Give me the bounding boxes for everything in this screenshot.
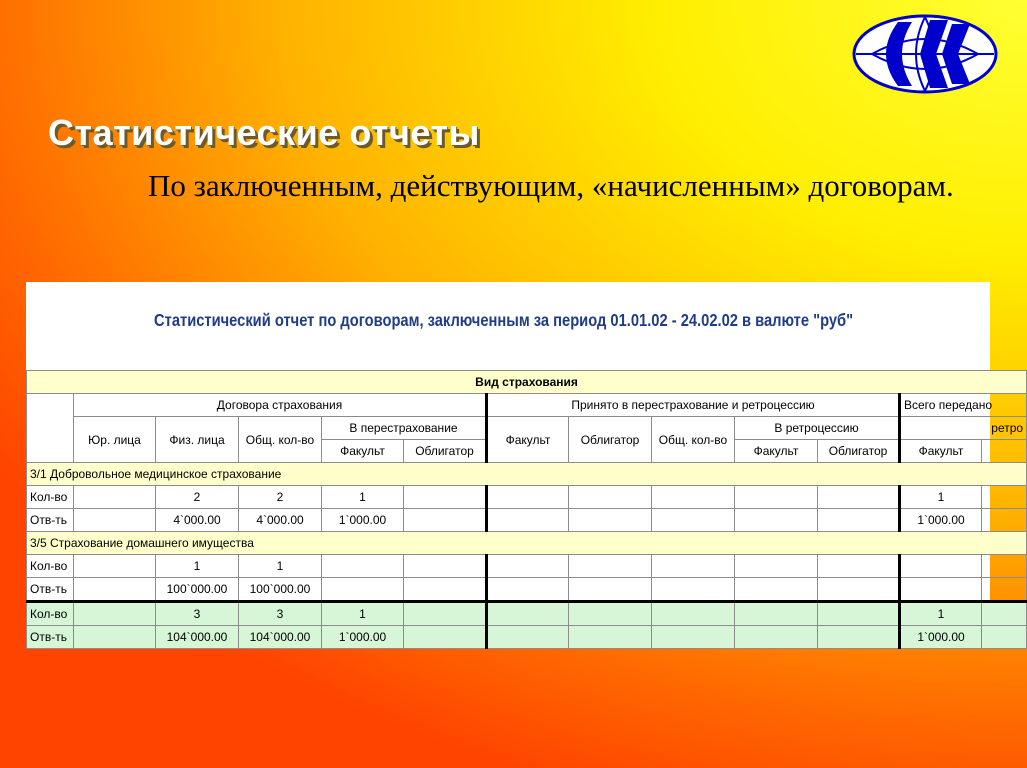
cell-retro-obligator — [818, 578, 900, 602]
cell-retro-obligator — [818, 486, 900, 509]
header-trans-extra — [982, 440, 1027, 463]
header-empty — [27, 394, 74, 463]
slide-subtitle: По заключенным, действующим, «начисленным» договорам. — [148, 168, 954, 203]
cell-acc-obligator — [569, 578, 652, 602]
cell-physical: 104`000.00 — [156, 626, 239, 649]
header-retrocession: В ретроцессию — [735, 417, 900, 440]
cell-acc-facult — [487, 578, 569, 602]
cell-re-facult — [322, 578, 404, 602]
header-re-obligator: Облигатор — [404, 440, 487, 463]
cell-acc-total — [652, 486, 735, 509]
cell-trans-facult — [900, 578, 982, 602]
table-row — [27, 509, 1027, 532]
cell-trans-facult: 1 — [900, 602, 982, 626]
row-label: Кол-во — [27, 602, 74, 626]
cell-physical: 4`000.00 — [156, 509, 239, 532]
cell-re-obligator — [404, 578, 487, 602]
row-label: Кол-во — [27, 555, 74, 578]
cell-acc-facult — [487, 602, 569, 626]
cell-retro-facult — [735, 602, 818, 626]
cell-re-obligator — [404, 486, 487, 509]
cell-re-facult: 1`000.00 — [322, 626, 404, 649]
table-row — [27, 486, 1027, 509]
globe-logo-icon — [852, 14, 998, 94]
header-row-2 — [27, 417, 1027, 440]
header-row-group — [27, 371, 1027, 394]
row-label: Отв-ть — [27, 578, 74, 602]
cell-legal — [74, 578, 156, 602]
header-contracts: Договора страхования — [74, 394, 487, 417]
header-transferred: Всего передано — [900, 394, 1027, 417]
total-row — [27, 602, 1027, 626]
cell-trans-facult: 1`000.00 — [900, 626, 982, 649]
cell-acc-obligator — [569, 626, 652, 649]
cell-trans-facult: 1`000.00 — [900, 509, 982, 532]
cell-retro-facult — [735, 509, 818, 532]
cell-retro-obligator — [818, 602, 900, 626]
cell-trans-extra — [982, 626, 1027, 649]
cell-retro-facult — [735, 578, 818, 602]
header-retro-obligator: Облигатор — [818, 440, 900, 463]
header-trans-facult: Факульт — [900, 440, 982, 463]
cell-acc-facult — [487, 555, 569, 578]
row-label: Отв-ть — [27, 626, 74, 649]
cell-total: 104`000.00 — [239, 626, 322, 649]
cell-trans-extra — [982, 486, 1027, 509]
table-row — [27, 555, 1027, 578]
table-row — [27, 578, 1027, 602]
header-re-facult: Факульт — [322, 440, 404, 463]
report-title-area — [26, 282, 990, 370]
cell-legal — [74, 602, 156, 626]
cell-acc-obligator — [569, 509, 652, 532]
report-table — [26, 370, 1027, 649]
cell-acc-total — [652, 509, 735, 532]
cell-re-obligator — [404, 555, 487, 578]
cell-trans-extra — [982, 555, 1027, 578]
cell-re-facult: 1 — [322, 602, 404, 626]
row-label: Кол-во — [27, 486, 74, 509]
report-title: Статистический отчет по договорам, заключенным за период 01.01.02 - 24.02.02 в валюте "руб" — [154, 310, 854, 330]
cell-acc-total — [652, 626, 735, 649]
header-retro-part: ретро — [900, 417, 1027, 440]
cell-re-facult: 1`000.00 — [322, 509, 404, 532]
cell-acc-facult — [487, 626, 569, 649]
cell-re-obligator — [404, 602, 487, 626]
cell-legal — [74, 486, 156, 509]
cell-re-obligator — [404, 626, 487, 649]
cell-total: 4`000.00 — [239, 509, 322, 532]
cell-legal — [74, 555, 156, 578]
cell-total: 3 — [239, 602, 322, 626]
cell-trans-extra — [982, 578, 1027, 602]
report-spreadsheet — [26, 282, 1024, 648]
section-row — [27, 463, 1027, 486]
cell-acc-facult — [487, 509, 569, 532]
cell-acc-obligator — [569, 555, 652, 578]
cell-retro-facult — [735, 555, 818, 578]
section-label: 3/1 Добровольное медицинское страхование — [27, 463, 1027, 486]
row-label: Отв-ть — [27, 509, 74, 532]
cell-total: 100`000.00 — [239, 578, 322, 602]
cell-re-facult: 1 — [322, 486, 404, 509]
cell-acc-total — [652, 602, 735, 626]
cell-acc-obligator — [569, 602, 652, 626]
section-row — [27, 532, 1027, 555]
header-reinsurance: В перестрахование — [322, 417, 487, 440]
header-acc-obligator: Облигатор — [569, 417, 652, 463]
cell-acc-facult — [487, 486, 569, 509]
cell-acc-obligator — [569, 486, 652, 509]
header-acc-facult: Факульт — [487, 417, 569, 463]
header-total-qty: Общ. кол-во — [239, 417, 322, 463]
header-legal: Юр. лица — [74, 417, 156, 463]
cell-retro-obligator — [818, 509, 900, 532]
slide-title: Статистические отчеты — [48, 112, 480, 153]
cell-total: 1 — [239, 555, 322, 578]
header-group-label: Вид страхования — [27, 371, 1027, 394]
cell-acc-total — [652, 578, 735, 602]
cell-trans-extra — [982, 602, 1027, 626]
header-acc-total-qty: Общ. кол-во — [652, 417, 735, 463]
cell-retro-obligator — [818, 555, 900, 578]
header-retro-facult: Факульт — [735, 440, 818, 463]
cell-retro-facult — [735, 486, 818, 509]
cell-physical: 1 — [156, 555, 239, 578]
header-row-1 — [27, 394, 1027, 417]
cell-total: 2 — [239, 486, 322, 509]
cell-trans-facult: 1 — [900, 486, 982, 509]
header-physical: Физ. лица — [156, 417, 239, 463]
total-row — [27, 626, 1027, 649]
cell-re-obligator — [404, 509, 487, 532]
cell-legal — [74, 626, 156, 649]
cell-legal — [74, 509, 156, 532]
cell-retro-facult — [735, 626, 818, 649]
cell-acc-total — [652, 555, 735, 578]
header-accepted: Принято в перестрахование и ретроцессию — [487, 394, 900, 417]
cell-trans-extra — [982, 509, 1027, 532]
section-label: 3/5 Страхование домашнего имущества — [27, 532, 1027, 555]
cell-re-facult — [322, 555, 404, 578]
cell-physical: 2 — [156, 486, 239, 509]
cell-retro-obligator — [818, 626, 900, 649]
cell-physical: 3 — [156, 602, 239, 626]
cell-trans-facult — [900, 555, 982, 578]
cell-physical: 100`000.00 — [156, 578, 239, 602]
